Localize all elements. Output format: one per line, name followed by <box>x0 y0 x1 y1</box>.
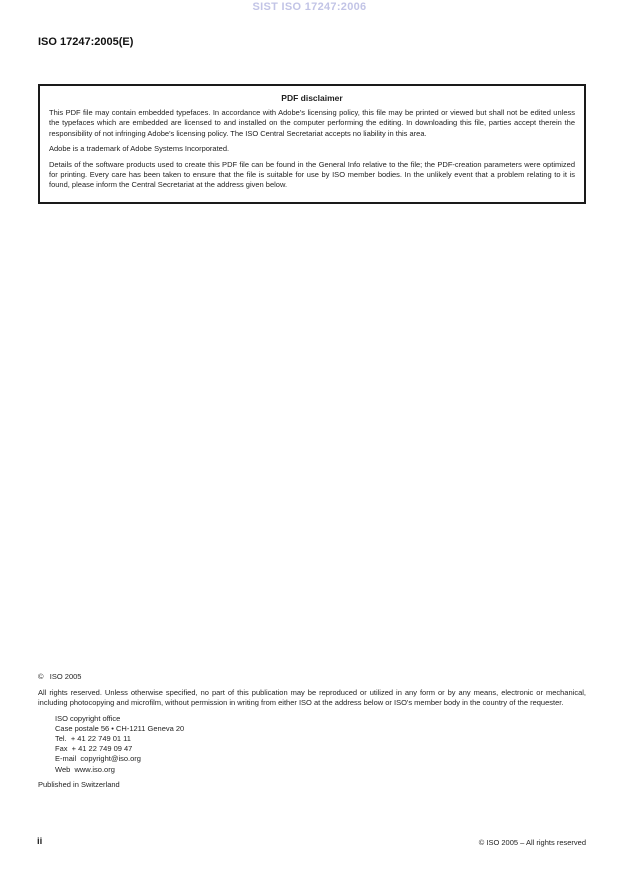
disclaimer-paragraph: Adobe is a trademark of Adobe Systems Incorporated. <box>49 144 230 154</box>
page-number: ii <box>37 836 43 847</box>
address-line: Fax + 41 22 749 09 47 <box>55 744 133 754</box>
iso-copyright-office-address <box>55 714 586 775</box>
copyright-notice: © ISO 2005 <box>38 672 82 681</box>
copyright-section <box>38 672 586 790</box>
disclaimer-title: PDF disclaimer <box>281 93 343 103</box>
footer-copyright-line: © ISO 2005 – All rights reserved <box>478 838 586 847</box>
address-line: ISO copyright office <box>55 713 121 723</box>
address-line: Tel. + 41 22 749 01 11 <box>55 734 131 744</box>
disclaimer-paragraph: Details of the software products used to create this PDF file can be found in the General Info relative to the file; the PDF-creation parameters were optimized for printing. Every care has been taken to ensure that the file is suitable for use by ISO member bodies. In the unlikely event that a problem relating to it is found, please inform the Central Secretariat at the address given below. <box>49 159 575 190</box>
disclaimer-paragraph: This PDF file may contain embedded typefaces. In accordance with Adobe's licensing policy, this file may be printed or viewed but shall not be edited unless the typefaces which are embedded are licensed to and installed on the computer performing the editing. In downloading this file, parties accept therein the responsibility of not infringing Adobe's licensing policy. The ISO Central Secretariat accepts no liability in this area. <box>49 108 575 138</box>
disclaimer-paragraphs <box>49 108 575 191</box>
published-in-line: Published in Switzerland <box>38 779 120 789</box>
address-line: E-mail copyright@iso.org <box>55 754 141 764</box>
pdf-disclaimer-box <box>38 84 586 204</box>
address-line: Case postale 56 • CH-1211 Geneva 20 <box>55 723 185 733</box>
rights-reserved-text: All rights reserved. Unless otherwise specified, no part of this publication may be reproduced or utilized in any form or by any means, electronic or mechanical, including photocopying and microfilm, without permission in writing from either ISO at the address below or ISO's member body in the country of the requester. <box>38 688 586 708</box>
watermark-standard-reference: SIST ISO 17247:2006 <box>252 1 367 13</box>
document-reference-header: ISO 17247:2005(E) <box>38 36 134 48</box>
address-line: Web www.iso.org <box>55 764 115 774</box>
